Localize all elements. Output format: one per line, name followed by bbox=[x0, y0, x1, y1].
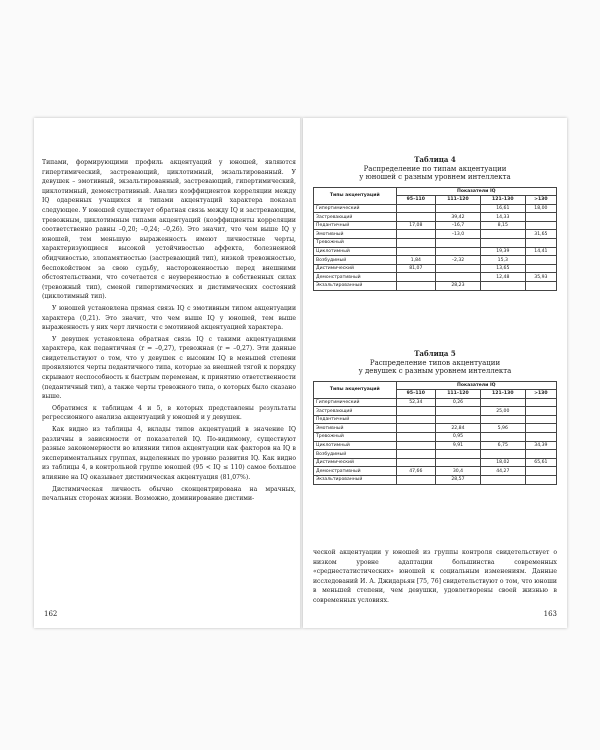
left-text-column bbox=[42, 158, 296, 504]
accentuation-type-cell: Тревожный bbox=[314, 239, 397, 248]
accentuation-type-cell: Застревающий bbox=[314, 213, 397, 222]
value-cell bbox=[436, 264, 481, 273]
table-col-header: Типы акцентуаций bbox=[314, 381, 397, 398]
accentuation-type-cell: Тревожный bbox=[314, 433, 397, 442]
accentuation-type-cell: Возбудимый bbox=[314, 450, 397, 459]
value-cell: 14,41 bbox=[525, 247, 556, 256]
right-page bbox=[303, 118, 567, 628]
value-cell: 19,39 bbox=[480, 247, 525, 256]
accentuation-type-cell: Эмотивный bbox=[314, 230, 397, 239]
accentuation-type-cell: Демонстративный bbox=[314, 273, 397, 282]
accentuation-type-cell: Педантичный bbox=[314, 415, 397, 424]
value-cell bbox=[480, 476, 525, 485]
table5-caption bbox=[313, 350, 557, 376]
value-cell bbox=[525, 415, 556, 424]
value-cell bbox=[396, 415, 435, 424]
table-row bbox=[314, 467, 557, 476]
value-cell bbox=[480, 398, 525, 407]
table-row bbox=[314, 239, 557, 248]
value-cell bbox=[480, 433, 525, 442]
accentuation-type-cell: Гипертимический bbox=[314, 398, 397, 407]
value-cell: 13,65 bbox=[480, 264, 525, 273]
value-cell bbox=[525, 398, 556, 407]
value-cell: 81,07 bbox=[396, 264, 435, 273]
range-header: 95–110 bbox=[396, 196, 435, 205]
value-cell: –2,32 bbox=[436, 256, 481, 265]
accentuation-type-cell: Эмотивный bbox=[314, 424, 397, 433]
paragraph: ческой акцентуации у юношей из группы контроля свидетельствует о низком уровне адаптации большинства современных «среднестатистических» юношей к социальным изменениям. Данные исследований И. А. Джидарьян [75, 76] свидетельствуют о том, что юноши в меньшей степени, чем девушки, удовлетворены своей жизнью в современных условиях. bbox=[313, 549, 557, 604]
table5-caption-line2: у девушек с разным уровнем интеллекта bbox=[358, 367, 512, 375]
range-header: 111–120 bbox=[436, 196, 481, 205]
accentuation-type-cell: Гипертимический bbox=[314, 204, 397, 213]
page-number: 162 bbox=[44, 610, 58, 618]
table-row bbox=[314, 221, 557, 230]
table-row bbox=[314, 415, 557, 424]
paragraph: Обратимся к таблицам 4 и 5, в которых представлены результаты регрессионного анализа акцентуаций у юношей и у девушек. bbox=[42, 404, 296, 422]
table4-caption-line2: у юношей с разным уровнем интеллекта bbox=[359, 173, 511, 181]
value-cell bbox=[525, 450, 556, 459]
table-row bbox=[314, 476, 557, 485]
value-cell bbox=[396, 247, 435, 256]
table-row bbox=[314, 407, 557, 416]
page-number: 163 bbox=[543, 610, 557, 618]
table-row bbox=[314, 256, 557, 265]
accentuation-type-cell: Циклотимный bbox=[314, 441, 397, 450]
value-cell bbox=[396, 450, 435, 459]
table-row bbox=[314, 273, 557, 282]
table-row bbox=[314, 204, 557, 213]
table-row bbox=[314, 247, 557, 256]
value-cell: 18,00 bbox=[525, 204, 556, 213]
value-cell bbox=[396, 204, 435, 213]
table-row bbox=[314, 213, 557, 222]
value-cell bbox=[436, 415, 481, 424]
value-cell: 65,61 bbox=[525, 458, 556, 467]
value-cell bbox=[436, 273, 481, 282]
value-cell: –16,7 bbox=[436, 221, 481, 230]
table-row bbox=[314, 441, 557, 450]
table-row bbox=[314, 424, 557, 433]
accentuation-type-cell: Экзальтированный bbox=[314, 476, 397, 485]
value-cell bbox=[436, 204, 481, 213]
table4-block bbox=[313, 156, 557, 291]
value-cell bbox=[396, 230, 435, 239]
table-group-header: Показатели IQ bbox=[396, 381, 556, 390]
value-cell: 5,96 bbox=[480, 424, 525, 433]
table5-block bbox=[313, 350, 557, 485]
value-cell bbox=[396, 282, 435, 291]
paragraph: У юношей установлена прямая связь IQ с эмотивным типом акцентуации характера (0,21). Это значит, что чем выше IQ у юношей, тем выше выраженность у них черт личности с эмотивной акцентуацией характера. bbox=[42, 304, 296, 332]
value-cell bbox=[436, 239, 481, 248]
right-text-column bbox=[313, 548, 557, 606]
value-cell: 18,02 bbox=[480, 458, 525, 467]
paragraph: Как видно из таблицы 4, вклады типов акцентуаций в значение IQ различны в зависимости от показателей IQ. По-видимому, существуют разные закономерности во влиянии типов акцентуации как факторов на IQ в экспериментальных группах, выделенных по уровню развития IQ. Как видно из таблицы 4, в контрольной группе юношей (95 < IQ ≤ 110) самое большое влияние на IQ оказывает дистимическая акцентуация (81,07%). bbox=[42, 426, 296, 481]
range-header: 121–130 bbox=[480, 390, 525, 399]
paragraph: Типами, формирующими профиль акцентуаций у юношей, являются гипертимический, застревающий, циклотимный, экзальтированный. У девушек – эмотивный, экзальтированный, застревающий, гипертимический, циклотимный, демонстративный. Анализ коэффициентов корреляции между IQ одаренных учащихся и типами акцентуаций характера показал следующее. У юношей существует обратная связь между IQ и застревающим, тревожным, циклотимным типами акцентуаций (коэффициенты корреляции соответственно равны –0,20; –0,24; –0,26). Это значит, что чем выше IQ у юношей, тем меньшую выраженность имеют личностные черты, характеризующиеся высокой устойчивостью аффекта, болезненной обидчивостью, злопамятностью (застревающий тип), низкой тревожностью, беспокойством за свою судьбу, настороженностью перед внешними обстоятельствами, что сочетается с неуверенностью в собственных силах (тревожный тип), сменой гипертимических и дистимических состояний (циклотимный тип). bbox=[42, 159, 296, 301]
value-cell: 28,23 bbox=[436, 282, 481, 291]
value-cell: 6,75 bbox=[480, 441, 525, 450]
table-row bbox=[314, 230, 557, 239]
value-cell bbox=[525, 213, 556, 222]
value-cell bbox=[436, 458, 481, 467]
value-cell bbox=[396, 407, 435, 416]
value-cell: 28,57 bbox=[436, 476, 481, 485]
value-cell bbox=[436, 247, 481, 256]
value-cell bbox=[396, 433, 435, 442]
value-cell bbox=[436, 407, 481, 416]
table4-caption bbox=[313, 156, 557, 182]
value-cell: 17,08 bbox=[396, 221, 435, 230]
table5-caption-line1: Распределение типов акцентуации bbox=[369, 358, 501, 367]
accentuation-type-cell: Возбудимый bbox=[314, 256, 397, 265]
value-cell bbox=[396, 273, 435, 282]
value-cell: 35,93 bbox=[525, 273, 556, 282]
value-cell bbox=[525, 256, 556, 265]
table4-number: Таблица 4 bbox=[414, 155, 456, 164]
range-header: 111–120 bbox=[436, 390, 481, 399]
accentuation-type-cell: Педантичный bbox=[314, 221, 397, 230]
accentuation-type-cell: Дистимический bbox=[314, 458, 397, 467]
value-cell bbox=[396, 213, 435, 222]
value-cell bbox=[396, 441, 435, 450]
value-cell bbox=[525, 264, 556, 273]
value-cell bbox=[480, 282, 525, 291]
table-group-header: Показатели IQ bbox=[396, 187, 556, 196]
accentuation-type-cell: Циклотимный bbox=[314, 247, 397, 256]
accentuation-type-cell: Экзальтированный bbox=[314, 282, 397, 291]
accentuation-type-cell: Демонстративный bbox=[314, 467, 397, 476]
table-row bbox=[314, 398, 557, 407]
value-cell: 16,61 bbox=[480, 204, 525, 213]
value-cell: –13,0 bbox=[436, 230, 481, 239]
value-cell: 44,27 bbox=[480, 467, 525, 476]
value-cell bbox=[396, 424, 435, 433]
value-cell: 8,15 bbox=[480, 221, 525, 230]
range-header: >130 bbox=[525, 390, 556, 399]
value-cell bbox=[525, 467, 556, 476]
accentuation-type-cell: Застревающий bbox=[314, 407, 397, 416]
value-cell bbox=[396, 476, 435, 485]
table4 bbox=[313, 187, 557, 291]
left-page bbox=[34, 118, 302, 628]
value-cell bbox=[525, 476, 556, 485]
value-cell: 39,42 bbox=[436, 213, 481, 222]
value-cell: 22,84 bbox=[436, 424, 481, 433]
value-cell: 30,4 bbox=[436, 467, 481, 476]
paragraph: Дистимическая личность обычно сконцентрирована на мрачных, печальных сторонах жизни. Возможно, доминирование дистими- bbox=[42, 485, 296, 503]
accentuation-type-cell: Дистимический bbox=[314, 264, 397, 273]
table-row bbox=[314, 450, 557, 459]
value-cell bbox=[525, 239, 556, 248]
paragraph: У девушек установлена обратная связь IQ с такими акцентуациями характера, как педантичная (r = –0,27), тревожная (r = –0,27). Эти данные свидетельствуют о том, что у девушек с высоким IQ в меньшей степени проявляются черты педантичного типа, которые за внешней тягой к порядку скрывают неспособность к быстрым переменам, к принятию ответственности (педантичный тип), а также черты тревожного типа, о которых было сказано выше. bbox=[42, 335, 296, 401]
range-header: 95–110 bbox=[396, 390, 435, 399]
value-cell: 0,26 bbox=[436, 398, 481, 407]
value-cell bbox=[436, 450, 481, 459]
value-cell: 12,48 bbox=[480, 273, 525, 282]
value-cell: 25,00 bbox=[480, 407, 525, 416]
value-cell: 15,3 bbox=[480, 256, 525, 265]
table5 bbox=[313, 381, 557, 485]
table-row bbox=[314, 433, 557, 442]
value-cell bbox=[480, 239, 525, 248]
value-cell bbox=[480, 450, 525, 459]
table-row bbox=[314, 264, 557, 273]
value-cell: 47,66 bbox=[396, 467, 435, 476]
value-cell bbox=[480, 230, 525, 239]
table5-number: Таблица 5 bbox=[414, 349, 456, 358]
value-cell bbox=[525, 424, 556, 433]
value-cell bbox=[525, 407, 556, 416]
value-cell bbox=[480, 415, 525, 424]
value-cell bbox=[525, 221, 556, 230]
value-cell bbox=[525, 282, 556, 291]
table-row bbox=[314, 458, 557, 467]
value-cell bbox=[396, 458, 435, 467]
range-header: >130 bbox=[525, 196, 556, 205]
value-cell: 1,84 bbox=[396, 256, 435, 265]
value-cell: 14,33 bbox=[480, 213, 525, 222]
table-row bbox=[314, 282, 557, 291]
table4-caption-line1: Распределение по типам акцентуации bbox=[363, 164, 507, 173]
value-cell bbox=[396, 239, 435, 248]
table-col-header: Типы акцентуаций bbox=[314, 187, 397, 204]
value-cell: 52,34 bbox=[396, 398, 435, 407]
value-cell: 31,65 bbox=[525, 230, 556, 239]
value-cell: 9,91 bbox=[436, 441, 481, 450]
value-cell: 0,95 bbox=[436, 433, 481, 442]
range-header: 121–130 bbox=[480, 196, 525, 205]
value-cell bbox=[525, 433, 556, 442]
value-cell: 34,39 bbox=[525, 441, 556, 450]
